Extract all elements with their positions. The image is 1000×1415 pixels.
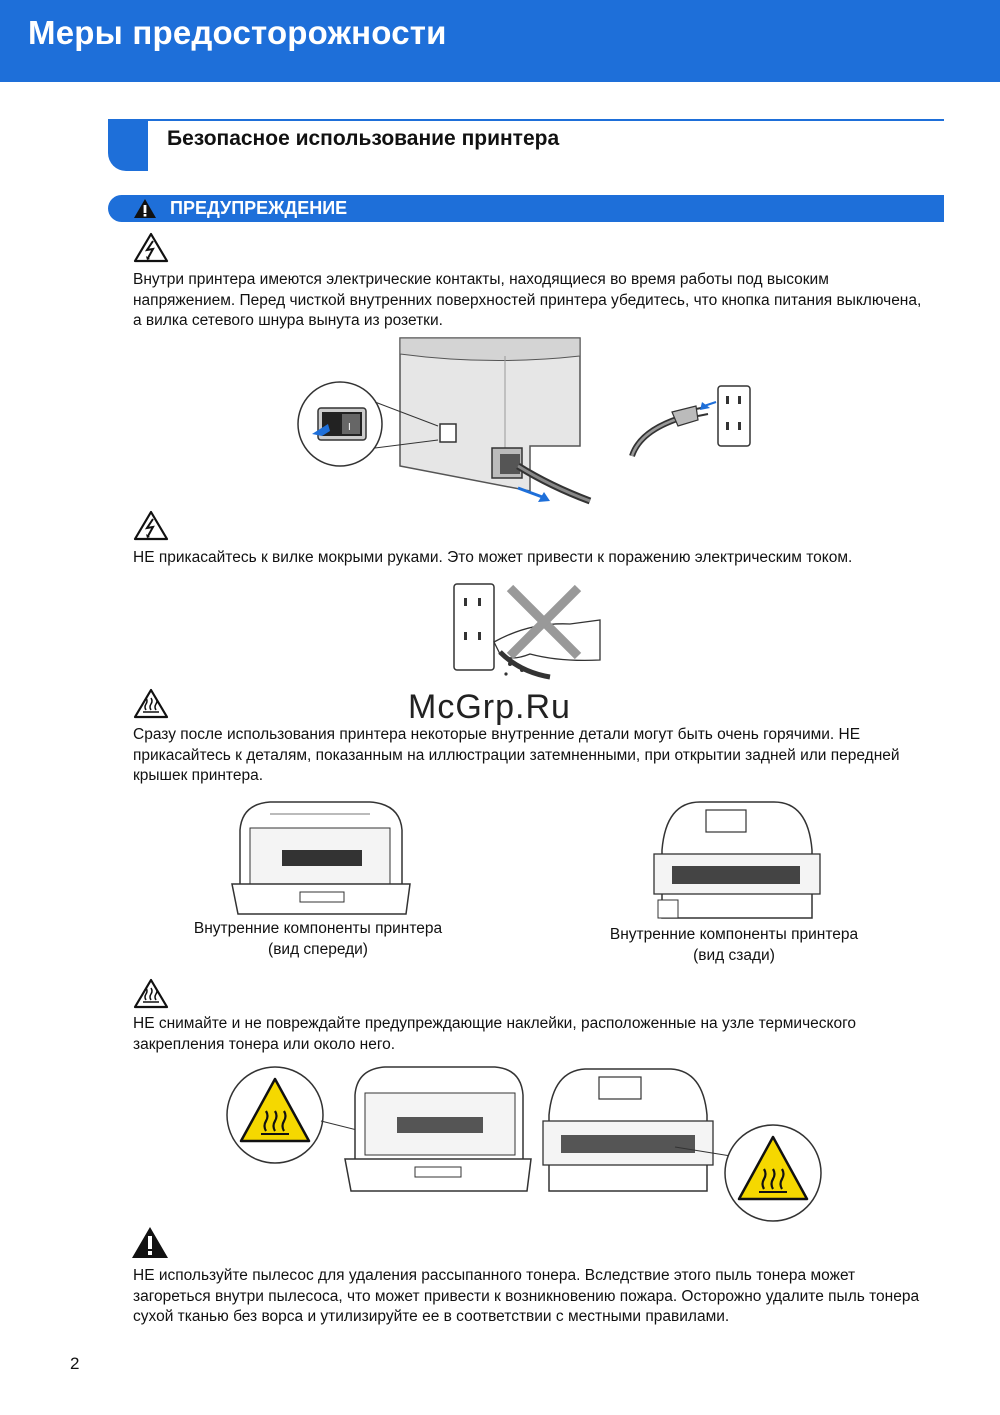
section-tab (108, 119, 148, 171)
warning-text-1: Внутри принтера имеются электрические контакты, находящиеся во время работы под высоким напряжением. Перед чисткой внутренних поверхностей принтера убедитесь, что кнопка питания выключена, а вилка сетевого шнура вынута из розетки. (133, 271, 922, 329)
caption-front: Внутренние компоненты принтера (вид спереди) (193, 920, 443, 958)
hot-label-location-illustration (225, 1065, 825, 1225)
electric-shock-warning-icon (133, 232, 169, 263)
warning-text-3: Сразу после использования принтера некоторые внутренние детали могут быть очень горячими. НЕ прикасайтесь к деталям, показанным на иллюстрации затемненными, при открытии задней или передней крышек принтера. (133, 726, 900, 784)
power-off-unplug-illustration (300, 336, 760, 511)
page-title: Меры предосторожности (28, 14, 447, 51)
hot-surface-warning-icon (133, 978, 169, 1009)
section-divider (148, 119, 944, 121)
warning-text-4: НЕ снимайте и не повреждайте предупреждающие наклейки, расположенные на узле термического закрепления тонера или около него. (133, 1015, 857, 1053)
printer-back-view-illustration (650, 800, 822, 925)
wet-hands-prohibited-illustration (450, 582, 600, 677)
watermark: McGrp.Ru (408, 688, 571, 726)
section-title: Безопасное использование принтера (167, 127, 560, 150)
warning-triangle-icon (133, 198, 157, 219)
hot-surface-warning-icon (133, 688, 169, 719)
general-warning-icon (131, 1226, 169, 1259)
warning-label: ПРЕДУПРЕЖДЕНИЕ (170, 198, 348, 218)
printer-front-view-illustration (230, 800, 410, 920)
electric-shock-warning-icon (133, 510, 169, 541)
warning-text-5: НЕ используйте пылесос для удаления рассыпанного тонера. Вследствие этого пыль тонера может загореться внутри пылесоса, что может привести к возникновению пожара. Осторожно удалите пыль тонера сухой тканью без ворса и утилизируйте ее в соответствии с местными правилами. (133, 1267, 920, 1325)
caption-back: Внутренние компоненты принтера (вид сзади) (609, 926, 859, 964)
svg-text:I: I (348, 422, 351, 433)
warning-text-2: НЕ прикасайтесь к вилке мокрыми руками. Это может привести к поражению электрическим током. (133, 549, 853, 566)
page-number: 2 (70, 1354, 80, 1373)
